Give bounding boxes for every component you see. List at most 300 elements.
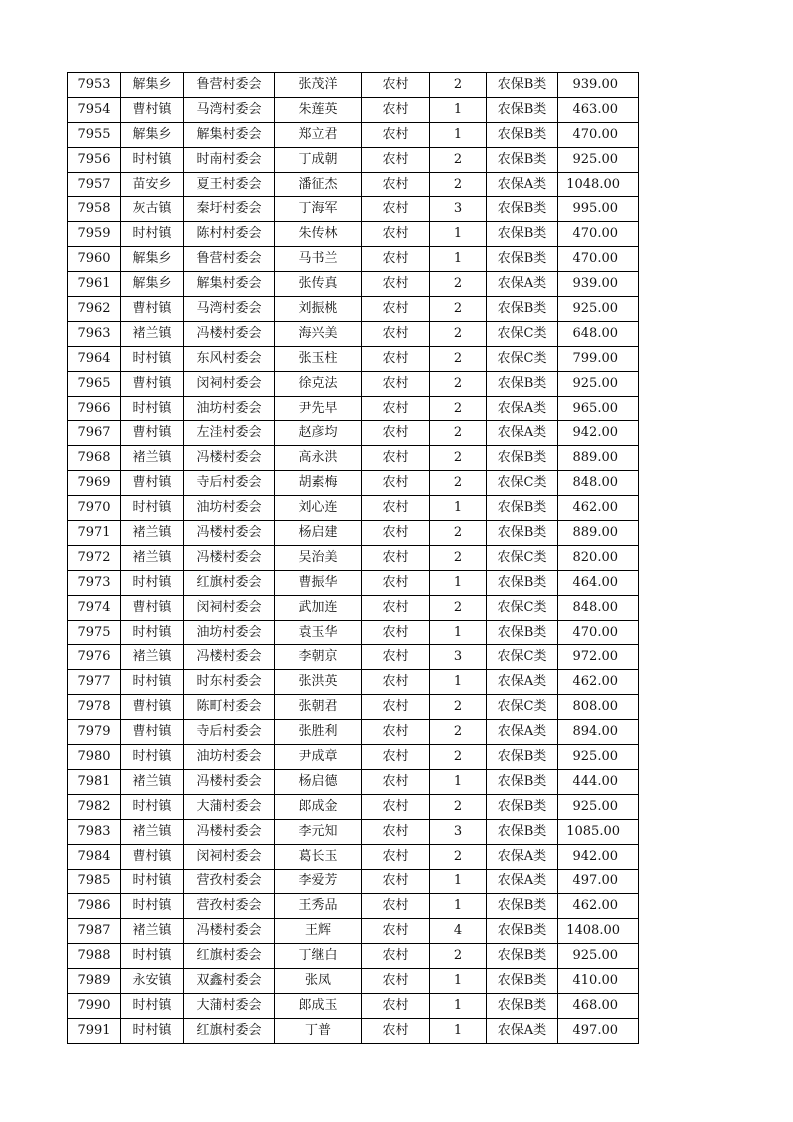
household-type-cell: 农村 [362, 446, 430, 471]
village-committee-cell: 寺后村委会 [184, 471, 275, 496]
member-count-cell: 2 [430, 172, 487, 197]
member-count-cell: 4 [430, 919, 487, 944]
person-name-cell: 丁成朝 [275, 147, 362, 172]
member-count-cell: 2 [430, 595, 487, 620]
record-number-cell: 7958 [68, 197, 121, 222]
table-row [68, 222, 639, 247]
record-number-cell: 7987 [68, 919, 121, 944]
insurance-category-cell: 农保A类 [487, 172, 558, 197]
table-row [68, 197, 639, 222]
member-count-cell: 3 [430, 197, 487, 222]
household-type-cell: 农村 [362, 745, 430, 770]
person-name-cell: 尹成章 [275, 745, 362, 770]
township-cell: 时村镇 [121, 670, 184, 695]
member-count-cell: 2 [430, 421, 487, 446]
record-number-cell: 7984 [68, 844, 121, 869]
township-cell: 曹村镇 [121, 720, 184, 745]
village-committee-cell: 红旗村委会 [184, 570, 275, 595]
person-name-cell: 刘心连 [275, 496, 362, 521]
member-count-cell: 2 [430, 521, 487, 546]
person-name-cell: 张洪英 [275, 670, 362, 695]
household-type-cell: 农村 [362, 919, 430, 944]
amount-cell: 925.00 [558, 794, 639, 819]
table-row [68, 819, 639, 844]
household-type-cell: 农村 [362, 471, 430, 496]
insurance-category-cell: 农保B类 [487, 197, 558, 222]
insurance-category-cell: 农保B类 [487, 993, 558, 1018]
household-type-cell: 农村 [362, 321, 430, 346]
village-committee-cell: 秦圩村委会 [184, 197, 275, 222]
table-row [68, 73, 639, 98]
amount-cell: 925.00 [558, 745, 639, 770]
table-row [68, 720, 639, 745]
household-type-cell: 农村 [362, 421, 430, 446]
amount-cell: 464.00 [558, 570, 639, 595]
amount-cell: 894.00 [558, 720, 639, 745]
amount-cell: 848.00 [558, 471, 639, 496]
amount-cell: 889.00 [558, 521, 639, 546]
amount-cell: 995.00 [558, 197, 639, 222]
person-name-cell: 丁海军 [275, 197, 362, 222]
member-count-cell: 1 [430, 122, 487, 147]
household-type-cell: 农村 [362, 993, 430, 1018]
household-type-cell: 农村 [362, 521, 430, 546]
person-name-cell: 葛长玉 [275, 844, 362, 869]
village-committee-cell: 左洼村委会 [184, 421, 275, 446]
township-cell: 时村镇 [121, 496, 184, 521]
amount-cell: 925.00 [558, 371, 639, 396]
member-count-cell: 2 [430, 321, 487, 346]
household-type-cell: 农村 [362, 197, 430, 222]
amount-cell: 462.00 [558, 670, 639, 695]
insurance-category-cell: 农保B类 [487, 222, 558, 247]
household-type-cell: 农村 [362, 346, 430, 371]
insurance-category-cell: 农保B类 [487, 147, 558, 172]
household-type-cell: 农村 [362, 570, 430, 595]
township-cell: 灰古镇 [121, 197, 184, 222]
table-row [68, 645, 639, 670]
household-type-cell: 农村 [362, 297, 430, 322]
insurance-category-cell: 农保B类 [487, 944, 558, 969]
member-count-cell: 2 [430, 944, 487, 969]
township-cell: 曹村镇 [121, 371, 184, 396]
household-type-cell: 农村 [362, 670, 430, 695]
village-committee-cell: 油坊村委会 [184, 620, 275, 645]
member-count-cell: 2 [430, 446, 487, 471]
member-count-cell: 2 [430, 147, 487, 172]
insurance-category-cell: 农保B类 [487, 894, 558, 919]
township-cell: 曹村镇 [121, 421, 184, 446]
township-cell: 时村镇 [121, 794, 184, 819]
person-name-cell: 杨启建 [275, 521, 362, 546]
member-count-cell: 1 [430, 993, 487, 1018]
table-row [68, 595, 639, 620]
village-committee-cell: 冯楼村委会 [184, 521, 275, 546]
household-type-cell: 农村 [362, 720, 430, 745]
record-number-cell: 7973 [68, 570, 121, 595]
record-number-cell: 7961 [68, 272, 121, 297]
table-row [68, 321, 639, 346]
person-name-cell: 王秀品 [275, 894, 362, 919]
table-row [68, 421, 639, 446]
township-cell: 褚兰镇 [121, 919, 184, 944]
insurance-category-cell: 农保A类 [487, 272, 558, 297]
table-row [68, 944, 639, 969]
person-name-cell: 徐克法 [275, 371, 362, 396]
household-type-cell: 农村 [362, 969, 430, 994]
person-name-cell: 赵彦均 [275, 421, 362, 446]
insurance-category-cell: 农保B类 [487, 371, 558, 396]
township-cell: 时村镇 [121, 993, 184, 1018]
person-name-cell: 胡素梅 [275, 471, 362, 496]
record-number-cell: 7988 [68, 944, 121, 969]
township-cell: 时村镇 [121, 944, 184, 969]
village-committee-cell: 马湾村委会 [184, 297, 275, 322]
insurance-category-cell: 农保B类 [487, 122, 558, 147]
record-number-cell: 7975 [68, 620, 121, 645]
person-name-cell: 张胜利 [275, 720, 362, 745]
person-name-cell: 尹先早 [275, 396, 362, 421]
record-number-cell: 7956 [68, 147, 121, 172]
household-type-cell: 农村 [362, 371, 430, 396]
member-count-cell: 1 [430, 247, 487, 272]
data-table [67, 72, 639, 1044]
table-row [68, 147, 639, 172]
insurance-category-cell: 农保C类 [487, 321, 558, 346]
amount-cell: 848.00 [558, 595, 639, 620]
amount-cell: 468.00 [558, 993, 639, 1018]
amount-cell: 470.00 [558, 222, 639, 247]
household-type-cell: 农村 [362, 147, 430, 172]
table-row [68, 794, 639, 819]
table-row [68, 371, 639, 396]
township-cell: 曹村镇 [121, 695, 184, 720]
table-row [68, 545, 639, 570]
person-name-cell: 张玉柱 [275, 346, 362, 371]
member-count-cell: 2 [430, 297, 487, 322]
record-number-cell: 7959 [68, 222, 121, 247]
amount-cell: 942.00 [558, 844, 639, 869]
member-count-cell: 2 [430, 794, 487, 819]
village-committee-cell: 双鑫村委会 [184, 969, 275, 994]
township-cell: 褚兰镇 [121, 819, 184, 844]
insurance-category-cell: 农保C类 [487, 595, 558, 620]
township-cell: 曹村镇 [121, 595, 184, 620]
table-body [68, 73, 639, 1044]
amount-cell: 648.00 [558, 321, 639, 346]
amount-cell: 1085.00 [558, 819, 639, 844]
household-type-cell: 农村 [362, 769, 430, 794]
table-row [68, 471, 639, 496]
township-cell: 解集乡 [121, 272, 184, 297]
insurance-category-cell: 农保A类 [487, 844, 558, 869]
table-row [68, 745, 639, 770]
record-number-cell: 7985 [68, 869, 121, 894]
record-number-cell: 7957 [68, 172, 121, 197]
township-cell: 时村镇 [121, 745, 184, 770]
record-number-cell: 7971 [68, 521, 121, 546]
village-committee-cell: 冯楼村委会 [184, 446, 275, 471]
member-count-cell: 2 [430, 73, 487, 98]
village-committee-cell: 油坊村委会 [184, 496, 275, 521]
member-count-cell: 1 [430, 496, 487, 521]
table-row [68, 769, 639, 794]
township-cell: 曹村镇 [121, 297, 184, 322]
person-name-cell: 郎成金 [275, 794, 362, 819]
village-committee-cell: 冯楼村委会 [184, 919, 275, 944]
record-number-cell: 7974 [68, 595, 121, 620]
amount-cell: 925.00 [558, 297, 639, 322]
township-cell: 褚兰镇 [121, 321, 184, 346]
table-row [68, 446, 639, 471]
village-committee-cell: 陈町村委会 [184, 695, 275, 720]
household-type-cell: 农村 [362, 73, 430, 98]
township-cell: 时村镇 [121, 1018, 184, 1043]
member-count-cell: 2 [430, 471, 487, 496]
village-committee-cell: 大蒲村委会 [184, 794, 275, 819]
member-count-cell: 1 [430, 570, 487, 595]
table-row [68, 844, 639, 869]
member-count-cell: 3 [430, 645, 487, 670]
insurance-category-cell: 农保B类 [487, 919, 558, 944]
amount-cell: 808.00 [558, 695, 639, 720]
village-committee-cell: 红旗村委会 [184, 944, 275, 969]
village-committee-cell: 时东村委会 [184, 670, 275, 695]
amount-cell: 972.00 [558, 645, 639, 670]
person-name-cell: 海兴美 [275, 321, 362, 346]
amount-cell: 1048.00 [558, 172, 639, 197]
township-cell: 时村镇 [121, 620, 184, 645]
village-committee-cell: 营孜村委会 [184, 869, 275, 894]
insurance-category-cell: 农保B类 [487, 496, 558, 521]
table-row [68, 969, 639, 994]
village-committee-cell: 油坊村委会 [184, 745, 275, 770]
insurance-category-cell: 农保B类 [487, 73, 558, 98]
table-row [68, 670, 639, 695]
member-count-cell: 2 [430, 396, 487, 421]
amount-cell: 939.00 [558, 272, 639, 297]
table-row [68, 1018, 639, 1043]
insurance-category-cell: 农保C类 [487, 346, 558, 371]
insurance-category-cell: 农保A类 [487, 1018, 558, 1043]
household-type-cell: 农村 [362, 396, 430, 421]
table-row [68, 894, 639, 919]
person-name-cell: 郑立君 [275, 122, 362, 147]
village-committee-cell: 大蒲村委会 [184, 993, 275, 1018]
record-number-cell: 7991 [68, 1018, 121, 1043]
record-number-cell: 7960 [68, 247, 121, 272]
person-name-cell: 丁普 [275, 1018, 362, 1043]
village-committee-cell: 闵祠村委会 [184, 595, 275, 620]
person-name-cell: 张茂洋 [275, 73, 362, 98]
household-type-cell: 农村 [362, 247, 430, 272]
member-count-cell: 2 [430, 695, 487, 720]
member-count-cell: 1 [430, 769, 487, 794]
township-cell: 褚兰镇 [121, 521, 184, 546]
insurance-category-cell: 农保A类 [487, 869, 558, 894]
amount-cell: 1408.00 [558, 919, 639, 944]
person-name-cell: 王辉 [275, 919, 362, 944]
insurance-category-cell: 农保A类 [487, 421, 558, 446]
table-row [68, 521, 639, 546]
insurance-category-cell: 农保C类 [487, 545, 558, 570]
table-row [68, 993, 639, 1018]
person-name-cell: 吴治美 [275, 545, 362, 570]
household-type-cell: 农村 [362, 844, 430, 869]
record-number-cell: 7990 [68, 993, 121, 1018]
record-number-cell: 7986 [68, 894, 121, 919]
record-number-cell: 7976 [68, 645, 121, 670]
table-row [68, 695, 639, 720]
village-committee-cell: 寺后村委会 [184, 720, 275, 745]
person-name-cell: 郎成玉 [275, 993, 362, 1018]
record-number-cell: 7964 [68, 346, 121, 371]
amount-cell: 942.00 [558, 421, 639, 446]
person-name-cell: 杨启德 [275, 769, 362, 794]
village-committee-cell: 冯楼村委会 [184, 645, 275, 670]
record-number-cell: 7953 [68, 73, 121, 98]
insurance-category-cell: 农保B类 [487, 769, 558, 794]
township-cell: 曹村镇 [121, 97, 184, 122]
household-type-cell: 农村 [362, 695, 430, 720]
household-type-cell: 农村 [362, 172, 430, 197]
person-name-cell: 袁玉华 [275, 620, 362, 645]
member-count-cell: 1 [430, 97, 487, 122]
township-cell: 曹村镇 [121, 844, 184, 869]
insurance-category-cell: 农保B类 [487, 297, 558, 322]
record-number-cell: 7982 [68, 794, 121, 819]
record-number-cell: 7969 [68, 471, 121, 496]
village-committee-cell: 营孜村委会 [184, 894, 275, 919]
insurance-category-cell: 农保B类 [487, 247, 558, 272]
member-count-cell: 2 [430, 545, 487, 570]
person-name-cell: 武加连 [275, 595, 362, 620]
record-number-cell: 7968 [68, 446, 121, 471]
village-committee-cell: 冯楼村委会 [184, 769, 275, 794]
person-name-cell: 李朝京 [275, 645, 362, 670]
village-committee-cell: 红旗村委会 [184, 1018, 275, 1043]
village-committee-cell: 冯楼村委会 [184, 321, 275, 346]
member-count-cell: 2 [430, 745, 487, 770]
township-cell: 解集乡 [121, 247, 184, 272]
village-committee-cell: 陈村村委会 [184, 222, 275, 247]
record-number-cell: 7954 [68, 97, 121, 122]
amount-cell: 497.00 [558, 1018, 639, 1043]
person-name-cell: 张朝君 [275, 695, 362, 720]
person-name-cell: 朱传林 [275, 222, 362, 247]
member-count-cell: 1 [430, 620, 487, 645]
township-cell: 时村镇 [121, 570, 184, 595]
member-count-cell: 2 [430, 272, 487, 297]
township-cell: 时村镇 [121, 396, 184, 421]
village-committee-cell: 闵祠村委会 [184, 844, 275, 869]
amount-cell: 925.00 [558, 147, 639, 172]
person-name-cell: 张凤 [275, 969, 362, 994]
amount-cell: 799.00 [558, 346, 639, 371]
amount-cell: 889.00 [558, 446, 639, 471]
table-row [68, 247, 639, 272]
table-row [68, 620, 639, 645]
township-cell: 时村镇 [121, 222, 184, 247]
member-count-cell: 1 [430, 222, 487, 247]
table-row [68, 172, 639, 197]
table-row [68, 97, 639, 122]
member-count-cell: 1 [430, 670, 487, 695]
table-row [68, 272, 639, 297]
member-count-cell: 1 [430, 1018, 487, 1043]
village-committee-cell: 解集村委会 [184, 272, 275, 297]
person-name-cell: 曹振华 [275, 570, 362, 595]
record-number-cell: 7962 [68, 297, 121, 322]
household-type-cell: 农村 [362, 222, 430, 247]
household-type-cell: 农村 [362, 272, 430, 297]
household-type-cell: 农村 [362, 97, 430, 122]
record-number-cell: 7989 [68, 969, 121, 994]
amount-cell: 462.00 [558, 894, 639, 919]
amount-cell: 497.00 [558, 869, 639, 894]
table-row [68, 396, 639, 421]
table-row [68, 496, 639, 521]
amount-cell: 470.00 [558, 122, 639, 147]
household-type-cell: 农村 [362, 595, 430, 620]
insurance-category-cell: 农保B类 [487, 97, 558, 122]
person-name-cell: 李元知 [275, 819, 362, 844]
record-number-cell: 7965 [68, 371, 121, 396]
table-row [68, 346, 639, 371]
record-number-cell: 7979 [68, 720, 121, 745]
person-name-cell: 刘振桃 [275, 297, 362, 322]
person-name-cell: 李爱芳 [275, 869, 362, 894]
person-name-cell: 马书兰 [275, 247, 362, 272]
table-row [68, 297, 639, 322]
member-count-cell: 2 [430, 720, 487, 745]
insurance-category-cell: 农保B类 [487, 521, 558, 546]
household-type-cell: 农村 [362, 794, 430, 819]
record-number-cell: 7966 [68, 396, 121, 421]
amount-cell: 820.00 [558, 545, 639, 570]
township-cell: 褚兰镇 [121, 769, 184, 794]
record-number-cell: 7977 [68, 670, 121, 695]
township-cell: 永安镇 [121, 969, 184, 994]
table-row [68, 122, 639, 147]
table-row [68, 869, 639, 894]
township-cell: 褚兰镇 [121, 645, 184, 670]
table-row [68, 919, 639, 944]
township-cell: 褚兰镇 [121, 446, 184, 471]
person-name-cell: 高永洪 [275, 446, 362, 471]
village-committee-cell: 鲁营村委会 [184, 247, 275, 272]
insurance-category-cell: 农保B类 [487, 745, 558, 770]
insurance-category-cell: 农保C类 [487, 695, 558, 720]
member-count-cell: 1 [430, 894, 487, 919]
household-type-cell: 农村 [362, 894, 430, 919]
household-type-cell: 农村 [362, 545, 430, 570]
insurance-category-cell: 农保B类 [487, 794, 558, 819]
household-type-cell: 农村 [362, 944, 430, 969]
record-number-cell: 7967 [68, 421, 121, 446]
township-cell: 苗安乡 [121, 172, 184, 197]
village-committee-cell: 闵祠村委会 [184, 371, 275, 396]
village-committee-cell: 冯楼村委会 [184, 819, 275, 844]
amount-cell: 965.00 [558, 396, 639, 421]
member-count-cell: 2 [430, 844, 487, 869]
member-count-cell: 2 [430, 371, 487, 396]
amount-cell: 925.00 [558, 944, 639, 969]
village-committee-cell: 东风村委会 [184, 346, 275, 371]
township-cell: 时村镇 [121, 869, 184, 894]
township-cell: 时村镇 [121, 346, 184, 371]
member-count-cell: 2 [430, 346, 487, 371]
